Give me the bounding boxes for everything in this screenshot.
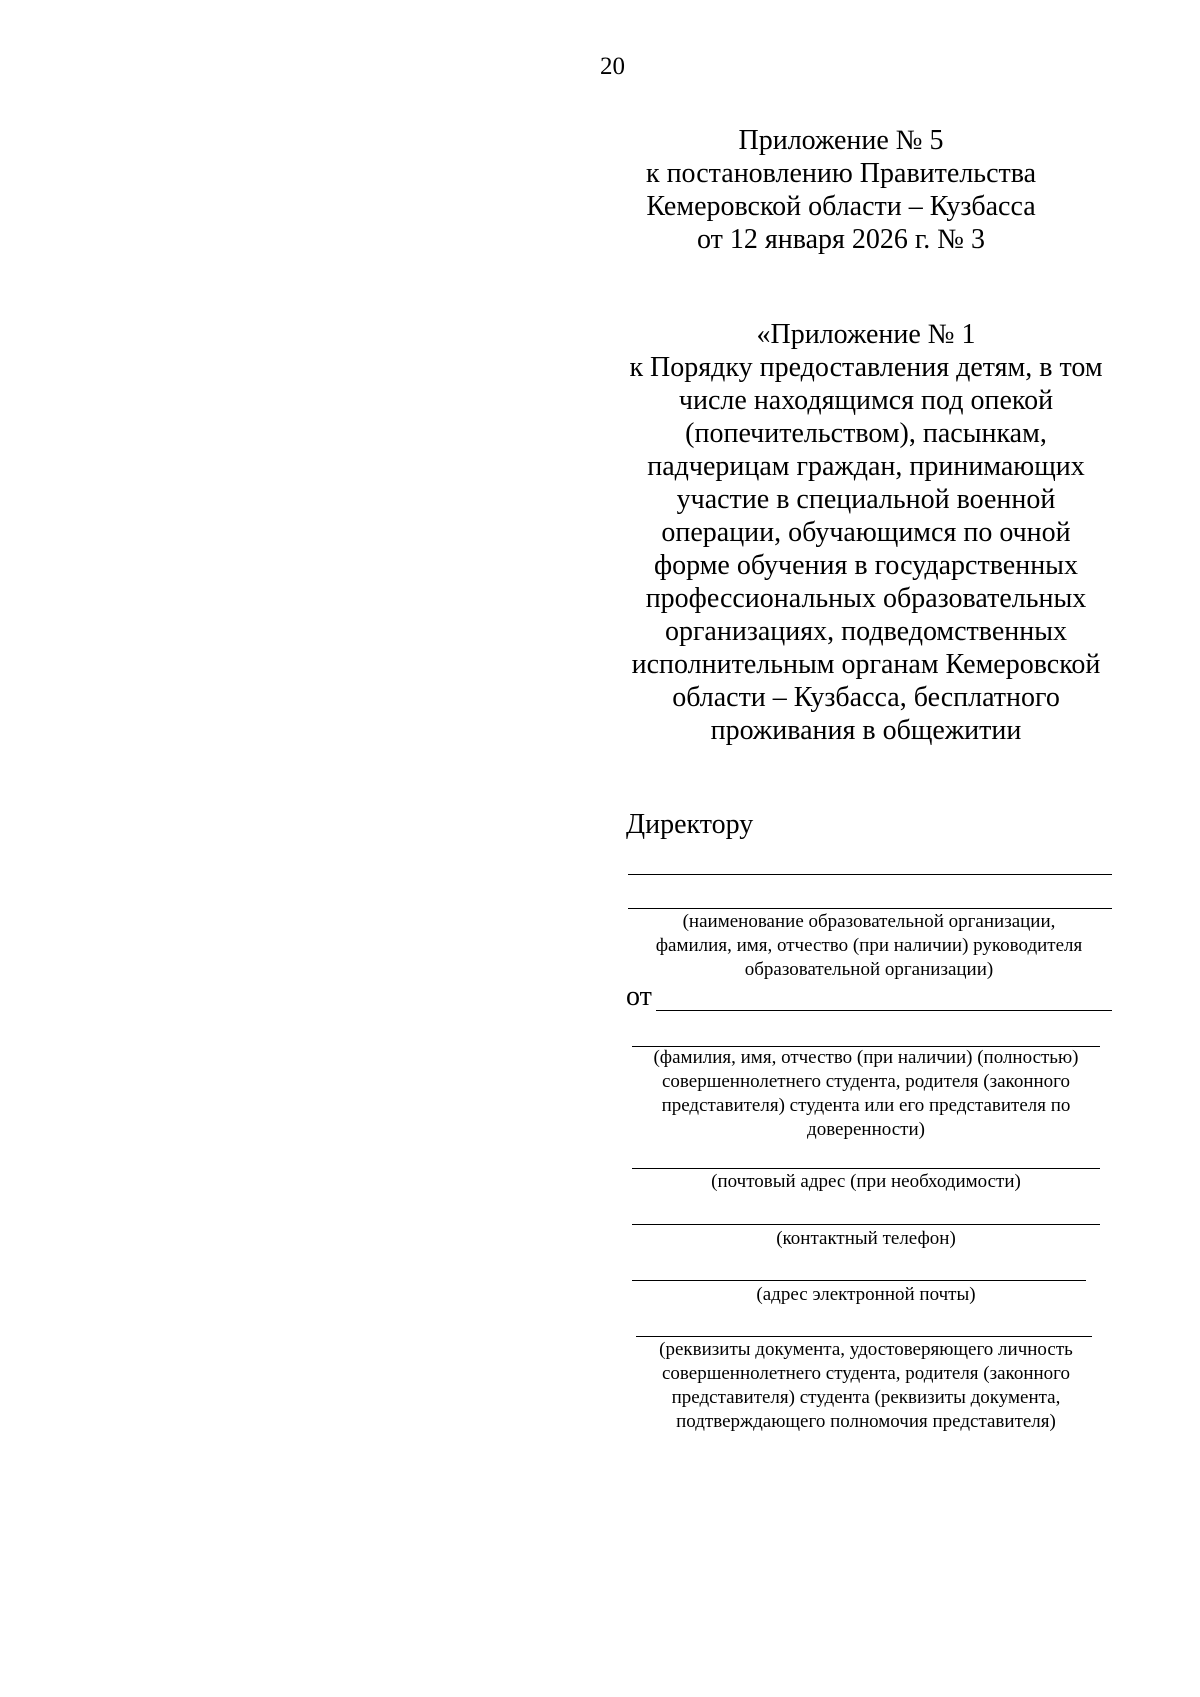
postal-address-line[interactable] xyxy=(632,1168,1100,1169)
appendix-1-line: падчерицам граждан, принимающих xyxy=(647,451,1085,482)
appendix-1-line: организациях, подведомственных xyxy=(664,616,1068,647)
appendix-1-line: проживания в общежитии xyxy=(710,715,1022,746)
appendix-1-header xyxy=(600,318,1132,747)
applicant-line-1[interactable] xyxy=(656,1010,1112,1011)
postal-caption: (почтовый адрес (при необходимости) xyxy=(711,1171,1021,1192)
appendix-1-line: к Порядку предоставления детям, в том xyxy=(629,352,1103,383)
appendix-1-line: профессиональных образовательных xyxy=(645,583,1087,614)
appendix-5-line: Приложение № 5 xyxy=(738,125,944,156)
appendix-1-line: форме обучения в государственных xyxy=(653,550,1078,581)
appendix-1-line: участие в специальной военной xyxy=(676,484,1056,515)
page-number: 20 xyxy=(600,53,625,80)
phone-caption: (контактный телефон) xyxy=(776,1228,956,1249)
appendix-5-line: к постановлению Правительства xyxy=(645,158,1037,189)
org-name-line-2[interactable] xyxy=(628,908,1112,909)
director-label: Директору xyxy=(626,809,754,840)
appendix-5-line: Кемеровской области – Кузбасса xyxy=(646,191,1036,222)
appendix-1-line: исполнительным органам Кемеровской xyxy=(631,649,1101,680)
id-document-line[interactable] xyxy=(636,1336,1092,1337)
org-caption: (наименование образовательной организации, фамилия, имя, отчество (при наличии) руководителя образовательной организации) xyxy=(655,911,1083,980)
org-name-line-1[interactable] xyxy=(628,874,1112,875)
applicant-caption: (фамилия, имя, отчество (при наличии) (полностью) совершеннолетнего студента, родителя (законного представителя) студента или его представителя по доверенности) xyxy=(653,1047,1079,1140)
appendix-1-line: «Приложение № 1 xyxy=(756,319,976,350)
appendix-1-line: числе находящимся под опекой xyxy=(678,385,1054,416)
appendix-1-line: операции, обучающимся по очной xyxy=(661,517,1071,548)
appendix-5-header xyxy=(626,124,1056,256)
id-document-caption: (реквизиты документа, удостоверяющего личность совершеннолетнего студента, родителя (законного представителя) студента (реквизиты документа, подтверждающего полномочия представителя) xyxy=(659,1339,1073,1432)
appendix-1-line: области – Кузбасса, бесплатного xyxy=(672,682,1060,713)
email-caption: (адрес электронной почты) xyxy=(756,1284,976,1305)
appendix-5-line: от 12 января 2026 г. № 3 xyxy=(697,224,985,255)
phone-line[interactable] xyxy=(632,1224,1100,1225)
from-label: от xyxy=(626,981,652,1012)
appendix-1-line: (попечительством), пасынкам, xyxy=(685,418,1047,449)
email-line[interactable] xyxy=(632,1280,1086,1281)
